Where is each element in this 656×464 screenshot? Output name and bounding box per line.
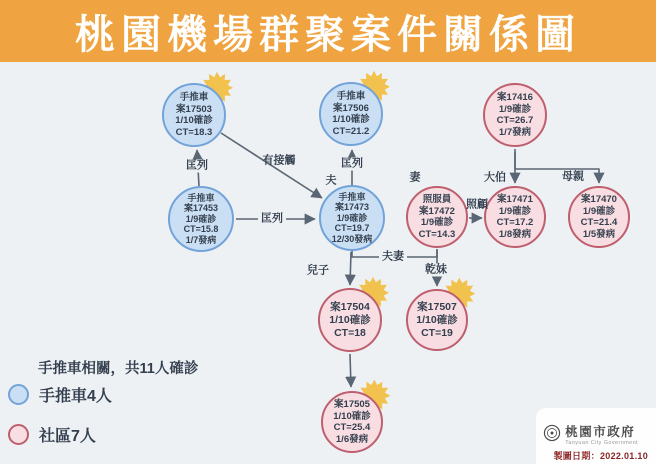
edge-兒子 <box>350 252 351 285</box>
case-node-line: 1/9確診 <box>336 212 368 223</box>
edge-plain <box>350 354 351 387</box>
case-node-line: CT=17.2 <box>496 217 534 228</box>
case-node-line: 手推車 <box>187 192 215 203</box>
case-node-line: CT=21.2 <box>332 125 370 137</box>
case-node-line: 1/9確診 <box>582 205 616 217</box>
community-node-swatch <box>8 424 29 445</box>
case-node-17473 <box>319 185 385 251</box>
case-node-line: 1/9確診 <box>420 217 454 228</box>
relation-label-夫: 夫 <box>325 174 337 187</box>
org-branding <box>543 424 638 447</box>
case-node-line: CT=18.3 <box>175 126 213 138</box>
case-node-line: 12/30發病 <box>331 233 373 244</box>
case-node-line: 案17471 <box>497 194 533 205</box>
case-node-line: 案17472 <box>419 205 455 217</box>
legend-item-community <box>8 422 198 446</box>
case-node-line: 1/9確診 <box>498 103 532 115</box>
case-node-line: 1/10確診 <box>332 114 370 125</box>
case-node-line: CT=21.4 <box>580 217 618 228</box>
case-node-line: CT=19.7 <box>334 223 370 234</box>
case-node-line: 1/7發病 <box>498 126 532 138</box>
edge-label-大伯: 大伯 <box>484 171 506 184</box>
org-name-en: Taoyuan City Government <box>565 439 638 446</box>
case-node-line: 1/9確診 <box>185 213 217 224</box>
relation-label-妻: 妻 <box>409 171 421 184</box>
case-node-line: 案17506 <box>333 102 369 114</box>
case-node-line: 案17504 <box>330 300 370 313</box>
case-node-line: 1/10確診 <box>416 313 458 326</box>
case-node-line: CT=26.7 <box>496 115 534 126</box>
case-node-line: 1/8發病 <box>498 228 532 240</box>
case-node-line: 案17503 <box>176 103 212 115</box>
case-node-line: 案17470 <box>581 194 617 205</box>
chart-date: 製圖日期：2022.01.10 <box>553 451 648 461</box>
case-node-17507 <box>406 289 468 351</box>
edge-label-乾妹: 乾妹 <box>422 264 450 277</box>
case-node-line: 案17473 <box>334 202 370 213</box>
case-node-line: 手推車 <box>336 91 366 102</box>
case-node-line: 1/7發病 <box>185 234 217 245</box>
edge-label-夫妻: 夫妻 <box>379 251 407 264</box>
case-node-line: CT=19 <box>421 326 453 339</box>
case-node-line: 案17505 <box>334 399 370 410</box>
edge-label-照顧: 照顧 <box>466 198 488 211</box>
case-node-line: 1/10確診 <box>175 115 213 126</box>
edge-label-匡列: 匡列 <box>338 158 366 171</box>
edge-label-有接觸: 有接觸 <box>262 154 296 167</box>
case-node-17453 <box>168 186 234 252</box>
case-node-17503 <box>162 83 226 147</box>
edge-label-匡列: 匡列 <box>258 213 286 226</box>
cart-node-swatch <box>8 384 29 405</box>
case-node-line: CT=15.8 <box>183 224 219 235</box>
case-node-17470 <box>568 186 630 248</box>
city-seal-icon <box>543 424 561 447</box>
case-node-17416 <box>483 83 547 147</box>
legend <box>8 360 198 446</box>
case-node-line: 案17507 <box>417 300 457 313</box>
legend-item-cart-label: 手推車4人 <box>39 387 112 405</box>
case-node-line: 照服員 <box>422 194 452 205</box>
case-node-17506 <box>319 82 383 146</box>
case-node-line: 手推車 <box>338 191 366 202</box>
case-node-line: CT=14.3 <box>418 228 456 240</box>
case-node-17504 <box>318 288 382 352</box>
case-node-line: 案17453 <box>183 203 219 214</box>
edge-母親 <box>515 152 599 183</box>
page-title: 桃園機場群聚案件關係圖 <box>75 12 581 57</box>
case-node-17471 <box>484 186 546 248</box>
legend-summary: 手推車相關，共11人確診 <box>38 361 199 377</box>
case-node-line: CT=25.4 <box>333 422 371 433</box>
case-node-line: CT=18 <box>334 326 366 339</box>
case-node-17505 <box>321 391 383 453</box>
case-node-17472 <box>406 186 468 248</box>
case-node-line: 1/9確診 <box>498 205 532 217</box>
legend-item-community-label: 社區7人 <box>39 427 96 445</box>
case-node-line: 1/10確診 <box>333 410 371 422</box>
case-node-line: 案17416 <box>497 92 533 103</box>
case-node-line: 手推車 <box>179 92 209 103</box>
edge-label-母親: 母親 <box>562 170 584 183</box>
edge-label-匡列: 匡列 <box>183 160 211 173</box>
org-name: 桃園市政府 <box>565 425 636 440</box>
case-node-line: 1/10確診 <box>329 313 371 326</box>
case-node-line: 1/6發病 <box>335 433 369 445</box>
legend-item-cart <box>8 382 198 406</box>
case-node-line: 1/5發病 <box>582 228 616 240</box>
edge-label-兒子: 兒子 <box>307 264 329 277</box>
